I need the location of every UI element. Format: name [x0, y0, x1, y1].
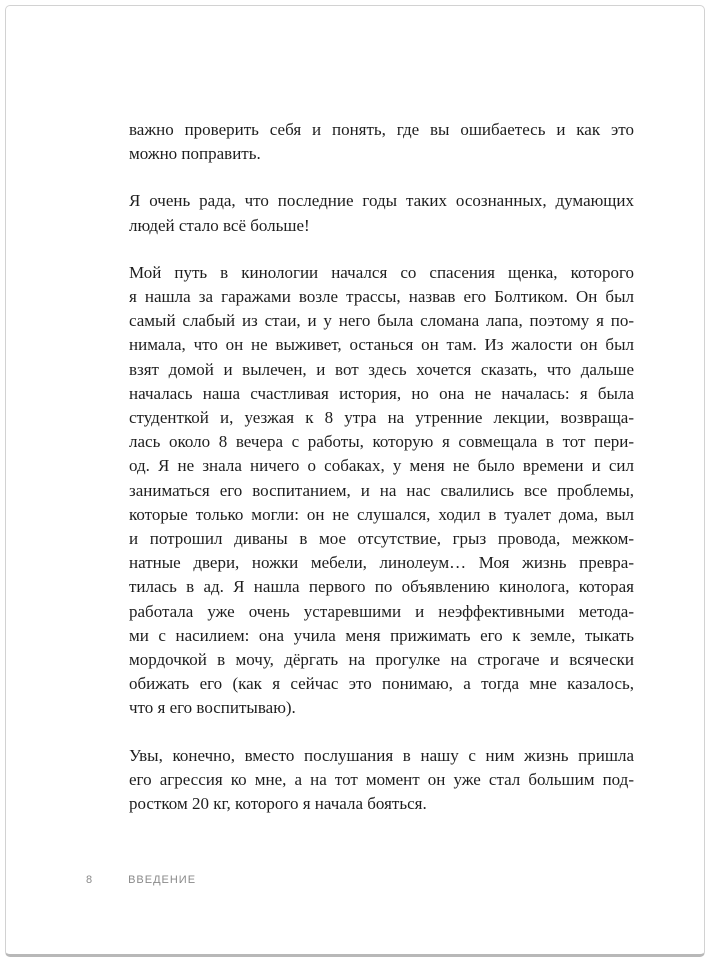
page-number: 8	[86, 874, 94, 886]
text-line: студенткой и, уезжая к 8 утра на утренние лекции, возвраща-	[129, 408, 634, 428]
text-line: можно поправить.	[129, 144, 261, 164]
text-line: лась около 8 вечера с работы, которую я совмещала в тот пери-	[129, 432, 634, 452]
text-line: работала уже очень устаревшими и неэффективными метода-	[129, 601, 634, 621]
text-line: ростком 20 кг, которого я начала бояться.	[129, 794, 427, 814]
text-block	[129, 118, 634, 816]
page-sheet	[5, 5, 705, 957]
text-line: важно проверить себя и понять, где вы ошибаетесь и как это	[129, 120, 634, 139]
text-line: Увы, конечно, вместо послушания в нашу с ним жизнь пришла	[129, 745, 634, 765]
text-line: которые только могли: он не слушался, ходил в туалет дома, выл	[129, 504, 634, 524]
text-line: я нашла за гаражами возле трассы, назвав его Болтиком. Он был	[129, 287, 634, 307]
text-line: взят домой и вылечен, и вот здесь хочется сказать, что дальше	[129, 359, 634, 379]
text-line: обижать его (как я сейчас это понимаю, а тогда мне казалось,	[129, 674, 634, 694]
text-line: нимала, что он не выживет, останься он там. Из жалости он был	[129, 335, 634, 355]
text-line: Я очень рада, что последние годы таких осознанных, думающих	[129, 191, 634, 211]
section-title: ВВЕДЕНИЕ	[128, 874, 197, 886]
text-line: тилась в ад. Я нашла первого по объявлению кинолога, которая	[129, 577, 634, 597]
paragraph	[129, 189, 634, 237]
text-line: Мой путь в кинологии начался со спасения щенка, которого	[129, 262, 634, 282]
text-line: и потрошил диваны в мое отсутствие, грыз провода, межком-	[129, 529, 634, 549]
text-line: самый слабый из стаи, и у него была сломана лапа, поэтому я по-	[129, 311, 634, 331]
text-line: ми с насилием: она учила меня прижимать его к земле, тыкать	[129, 625, 634, 645]
text-line: заниматься его воспитанием, и на нас свалились все проблемы,	[129, 480, 634, 500]
paragraph	[129, 118, 634, 166]
page-footer	[86, 874, 196, 886]
text-line: натные двери, ножки мебели, линолеум… Моя жизнь превра-	[129, 553, 634, 573]
text-line: людей стало всё больше!	[129, 215, 310, 235]
text-line: мордочкой в мочу, дёргать на прогулке на строгаче и всячески	[129, 650, 634, 670]
text-line: его агрессия ко мне, а на тот момент он уже стал большим под-	[129, 769, 634, 789]
text-line: од. Я не знала ничего о собаках, у меня не было времени и сил	[129, 456, 634, 476]
paragraph	[129, 744, 634, 817]
text-line: что я его воспитываю).	[129, 698, 296, 718]
paragraph	[129, 261, 634, 721]
text-line: началась наша счастливая история, но она не началась: я была	[129, 383, 634, 403]
